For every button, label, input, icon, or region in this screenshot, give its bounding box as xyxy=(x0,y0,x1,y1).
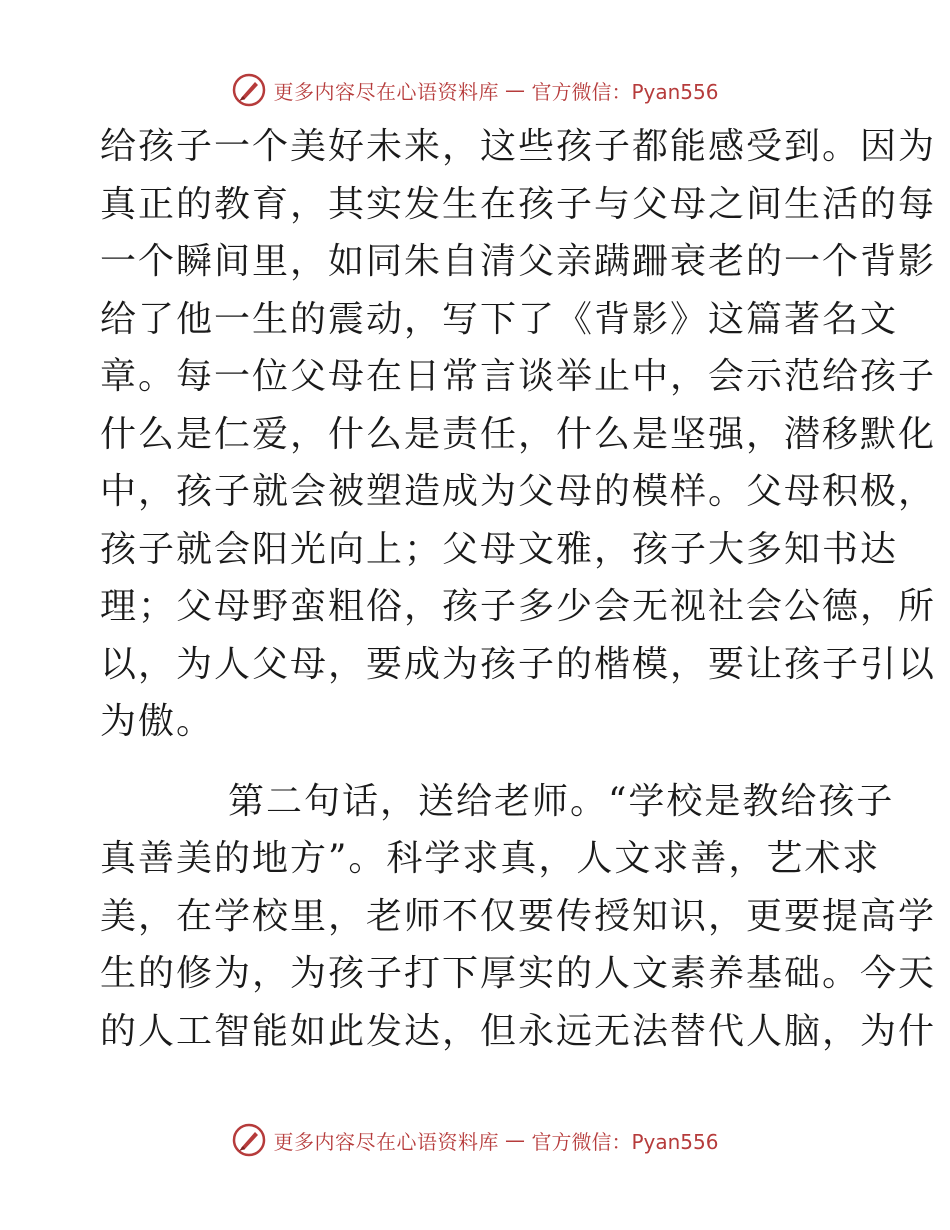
text-line: 为傲。 xyxy=(100,701,215,742)
text-line-content: 第二句话，送给老师。“学校是教给孩子 xyxy=(228,780,895,822)
watermark-contact: 官方微信：Pyan556 xyxy=(531,79,719,104)
watermark-separator: — xyxy=(504,1128,526,1152)
text-line: 美，在学校里，老师不仅要传授知识，更要提高学 xyxy=(100,895,937,937)
watermark-separator: — xyxy=(504,78,526,102)
text-line: 真正的教育，其实发生在孩子与父母之间生活的每 xyxy=(100,183,937,225)
paragraph-1 xyxy=(100,118,937,751)
watermark-text: 更多内容尽在心语资料库 xyxy=(273,79,499,104)
text-line: 以，为人父母，要成为孩子的楷模，要让孩子引以 xyxy=(100,643,937,685)
text-line: 什么是仁爱，什么是责任，什么是坚强，潜移默化 xyxy=(100,413,937,455)
watermark-contact: 官方微信：Pyan556 xyxy=(531,1129,719,1154)
text-line-indented xyxy=(100,773,895,831)
text-line: 生的修为，为孩子打下厚实的人文素养基础。今天 xyxy=(100,953,937,994)
watermark-text: 更多内容尽在心语资料库 xyxy=(273,1129,499,1154)
paragraph-2 xyxy=(100,773,937,1061)
text-line: 给孩子一个美好未来，这些孩子都能感受到。因为 xyxy=(100,126,937,167)
text-line: 真善美的地方”。科学求真，人文求善，艺术求 xyxy=(100,838,881,879)
text-line: 理；父母野蛮粗俗，孩子多少会无视社会公德，所 xyxy=(100,586,937,627)
text-line: 中，孩子就会被塑造成为父母的模样。父母积极， xyxy=(100,471,937,512)
text-line: 给了他一生的震动，写下了《背影》这篇著名文 xyxy=(100,298,899,340)
footer-watermark xyxy=(0,1122,950,1158)
text-line: 孩子就会阳光向上；父母文雅，孩子大多知书达 xyxy=(100,528,899,570)
text-line: 的人工智能如此发达，但永远无法替代人脑，为什 xyxy=(100,1010,937,1052)
header-watermark xyxy=(0,72,950,108)
text-line: 章。每一位父母在日常言谈举止中，会示范给孩子 xyxy=(100,356,937,397)
pen-logo-icon xyxy=(231,1122,267,1158)
text-line: 一个瞬间里，如同朱自清父亲蹒跚衰老的一个背影 xyxy=(100,241,937,282)
pen-logo-icon xyxy=(231,72,267,108)
document-body xyxy=(100,118,937,1060)
